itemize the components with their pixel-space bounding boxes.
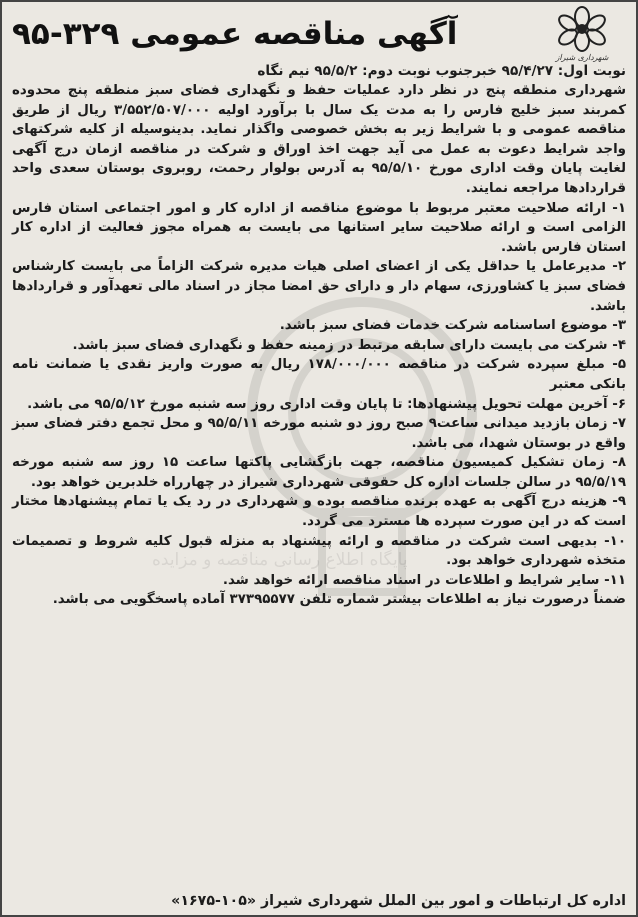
condition-item: ۹- هزینه درج آگهی به عهده برنده مناقصه بوده و شهرداری در رد یک یا تمام پیشنهادها مختار است که در این صورت سپرده ها مسترد می گردد. (12, 494, 626, 530)
page-title: آگهی مناقصه عمومی ۳۲۹-۹۵ (12, 15, 458, 52)
condition-item: ۸- زمان تشکیل کمیسیون مناقصه، جهت بازگشایی پاکتها ساعت ۱۵ روز سه شنبه مورخه ۹۵/۵/۱۹ در سالن جلسات اداره کل حقوقی شهرداری شیراز در چهارراه خلدبرین خواهد بود. (12, 455, 626, 490)
municipality-logo (538, 5, 626, 65)
condition-item: ۳- موضوع اساسنامه شرکت خدمات فضای سبز باشد. (279, 318, 626, 334)
condition-item: ۷- زمان بازدید میدانی ساعت۹ صبح روز دو شنبه مورخه ۹۵/۵/۱۱ و محل تجمع دفتر فضای سبز واقع در بوستان شهدا، می باشد. (12, 416, 626, 451)
condition-item: ۶- آخرین مهلت تحویل پیشنهادها: تا پایان وقت اداری روز سه شنبه مورخ ۹۵/۵/۱۲ می باشد. (27, 396, 626, 412)
condition-item: ۱۰- بدیهی است شرکت در مناقصه و ارائه پیشنهاد به منزله قبول کلیه شروط و تصمیمات متخذه شهرداری خواهد بود. (12, 533, 626, 569)
footer-signature: اداره کل ارتباطات و امور بین الملل شهرداری شیراز «۱۰۵-۱۶۷۵» (171, 893, 626, 909)
header (12, 8, 626, 60)
condition-item: ۱- ارائه صلاحیت معتبر مربوط با موضوع مناقصه از اداره کار و امور اجتماعی استان فارس الزامی است و ارائه صلاحیت سایر استانها می بایست به همراه مجوز فعالیت از اداره کار استان فارس باشد. (12, 200, 626, 255)
shiraz-flower-logo-icon (552, 5, 612, 53)
logo-caption: شهرداری شیراز (555, 53, 609, 62)
intro-paragraph: شهرداری منطقه پنج در نظر دارد عملیات حفظ و نگهداری فضای سبز منطقه پنج محدوده کمربند سبز خلیج فارس را به مدت یک سال با برآورد اولیه ۳/۵۵۲/۵۰۷/۰۰۰ ریال از طریق مناقصه عمومی و با شرایط زیر به بخش خصوصی واگذار نماید. بدینوسیله از کلیه شرکتهای واجد شرایط دعوت به عمل می آید جهت اخذ اوراق و شرکت در مناقصه ازمان درج آگهی لغایت پایان وقت اداری مورخ ۹۵/۵/۱۰ به آدرس بولوار رحمت، روبروی بوستان سعدی واحد قراردادها مراجعه نمایند. (12, 83, 626, 196)
condition-item: ۵- مبلغ سپرده شرکت در مناقصه ۱۷۸/۰۰۰/۰۰۰ ریال به صورت واریز نقدی یا ضمانت نامه بانکی معتبر (12, 357, 626, 392)
condition-item: ۲- مدیرعامل یا حداقل یکی از اعضای اصلی هیات مدیره شرکت الزاماً می بایست کارشناس فضای سبز یا کشاورزی، سهام دار و دارای حق امضا مجاز در اسناد مالی تعهدآور و قراردادها باشد. (12, 259, 626, 314)
watermark-text: پایگاه اطلاع رسانی مناقصه و مزایده (152, 550, 408, 570)
closing-note: ضمناً درصورت نیاز به اطلاعات بیشتر شماره تلفن ۳۷۳۹۵۵۷۷ آماده پاسخگویی می باشد. (52, 592, 626, 608)
publication-turns: نوبت اول: ۹۵/۴/۲۷ خبرجنوب نوبت دوم: ۹۵/۵/۲ نیم نگاه (257, 63, 626, 79)
conditions-list (12, 199, 626, 591)
condition-item: ۴- شرکت می بایست دارای سابقه مرتبط در زمینه حفظ و نگهداری فضای سبز باشد. (72, 337, 626, 353)
condition-item: ۱۱- سایر شرایط و اطلاعات در اسناد مناقصه ارائه خواهد شد. (222, 572, 626, 588)
